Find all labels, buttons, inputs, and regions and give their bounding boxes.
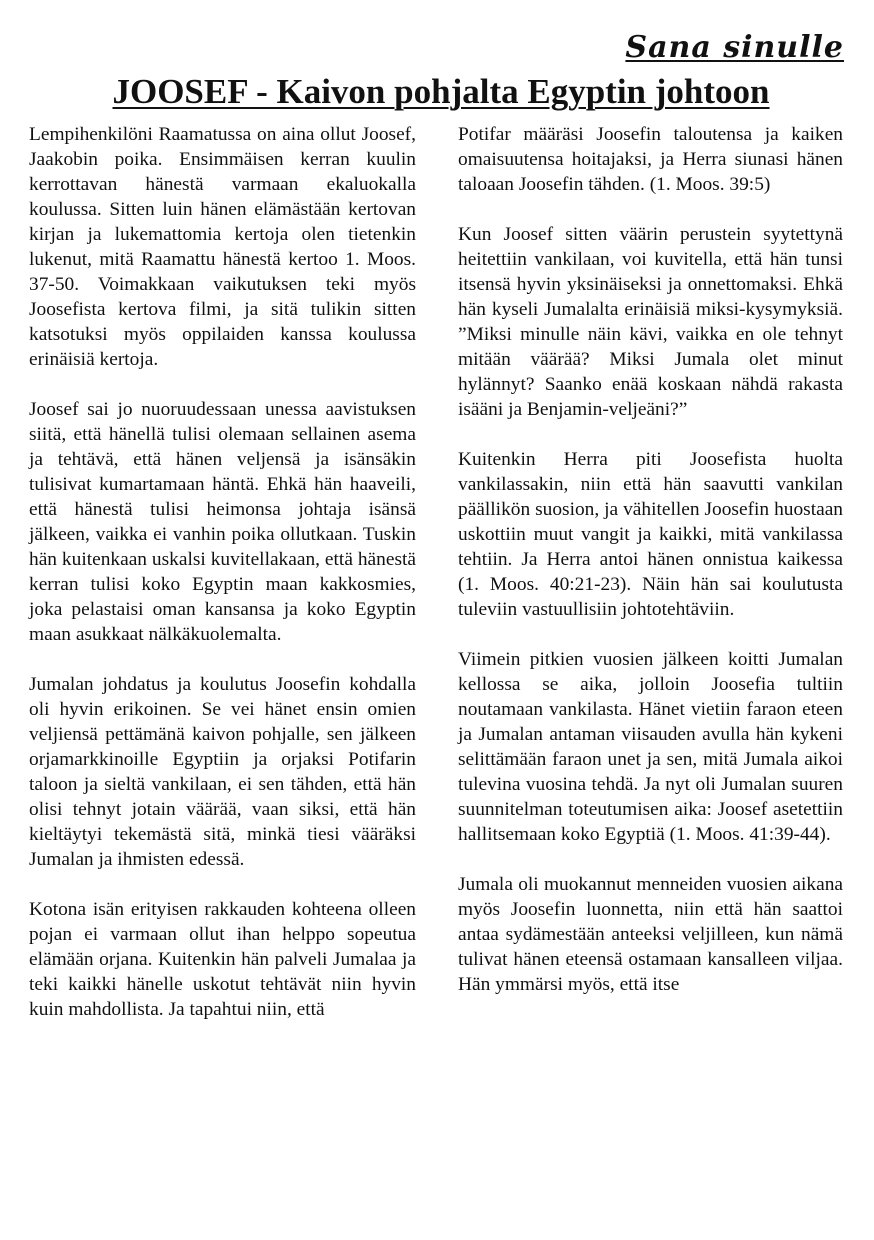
paragraph: Kotona isän erityisen rakkauden kohteena olleen pojan ei varmaan ollut ihan helppo sopeutua elämään orjana. Kuitenkin hän palveli Jumalaa ja teki kaikki hänelle uskotut tehtävät niin hyvin kuin mahdollista. Ja tapahtui niin, että: [29, 899, 416, 1020]
paragraph: Joosef sai jo nuoruudessaan unessa aavistuksen siitä, että hänellä tulisi olemaan sellainen asema ja tehtävä, että hänen veljensä ja isänsäkin tulisivat kumartamaan häntä. Ehkä hän haaveili, että hänestä tulisi heimonsa johtaja isänsä jälkeen, vaikka ei vanhin poika ollutkaan. Tuskin hän kuitenkaan uskalsi kuvitellakaan, että hänestä kerran tulisi koko Egyptin maan kakkosmies, joka pelastaisi oman kansansa ja koko Egyptin maan asukkaat nälkäkuolemalta.: [29, 399, 416, 645]
right-column: [458, 122, 843, 997]
page-title: JOOSEF - Kaivon pohjalta Egyptin johtoon: [112, 72, 770, 111]
brand-header: Sana sinulle: [625, 30, 844, 65]
paragraph: Lempihenkilöni Raamatussa on aina ollut Joosef, Jaakobin poika. Ensimmäisen kerran kuulin kerrottavan hänestä varmaan ekaluokalla koulussa. Sitten luin hänen elämästään kertovan kirjan ja lukemattomia kertoja olen tietenkin lukenut, mitä Raamattu hänestä kertoo 1. Moos. 37-50. Voimakkaan vaikutuksen teki myös Joosefista kertova filmi, ja sitä tulikin sitten katsotuksi myös oppilaiden kanssa koulussa erinäisiä kertoja.: [29, 124, 416, 370]
paragraph: Jumalan johdatus ja koulutus Joosefin kohdalla oli hyvin erikoinen. Se vei hänet ensin omien veljiensä pettämänä kaivon pohjalle, sen jälkeen orjamarkkinoille Egyptiin ja orjaksi Potifarin taloon ja sieltä vankilaan, ei sen tähden, että hän olisi tehnyt jotain väärää, vaan siksi, että hän kieltäytyi tekemästä sitä, minkä tiesi vääräksi Jumalan ja ihmisten edessä.: [29, 674, 416, 870]
paragraph: Kun Joosef sitten väärin perustein syytettynä heitettiin vankilaan, voi kuvitella, että hän tunsi itsensä hyvin yksinäiseksi ja onnettomaksi. Ehkä hän kyseli Jumalalta erinäisiä miksi-kysymyksiä. ”Miksi minulle näin kävi, vaikka en ole tehnyt mitään väärää? Miksi Jumala olet minut hylännyt? Saanko enää koskaan nähdä rakasta isääni ja Benjamin-veljeäni?”: [458, 224, 843, 420]
paragraph: Kuitenkin Herra piti Joosefista huolta vankilassakin, niin että hän saavutti vankilan päällikön suosion, ja vähitellen Joosefin huostaan uskottiin muut vangit ja kaikki, mitä vankilassa tehtiin. Ja Herra antoi hänen onnistua kaikessa (1. Moos. 40:21-23). Näin hän sai koulutusta tuleviin vastuullisiin johtotehtäviin.: [458, 449, 843, 620]
paragraph: Potifar määräsi Joosefin taloutensa ja kaiken omaisuutensa hoitajaksi, ja Herra siunasi hänen taloaan Joosefin tähden. (1. Moos. 39:5): [458, 124, 843, 195]
paragraph: Jumala oli muokannut menneiden vuosien aikana myös Joosefin luonnetta, niin että hän saattoi antaa sydämestään anteeksi veljilleen, kun nämä tulivat hänen eteensä ostamaan kansalleen viljaa. Hän ymmärsi myös, että itse: [458, 874, 843, 995]
left-column: [29, 122, 416, 1022]
paragraph: Viimein pitkien vuosien jälkeen koitti Jumalan kellossa se aika, jolloin Joosefia tultiin noutamaan vankilasta. Hänet vietiin faraon eteen ja Jumalan antaman viisauden avulla hän kykeni selittämään faraon unet ja sen, mitä Jumala aikoi tulevina vuosina tehdä. Ja nyt oli Jumalan suuren suunnitelman toteutumisen aika: Joosef asetettiin hallitsemaan koko Egyptiä (1. Moos. 41:39-44).: [458, 649, 843, 845]
